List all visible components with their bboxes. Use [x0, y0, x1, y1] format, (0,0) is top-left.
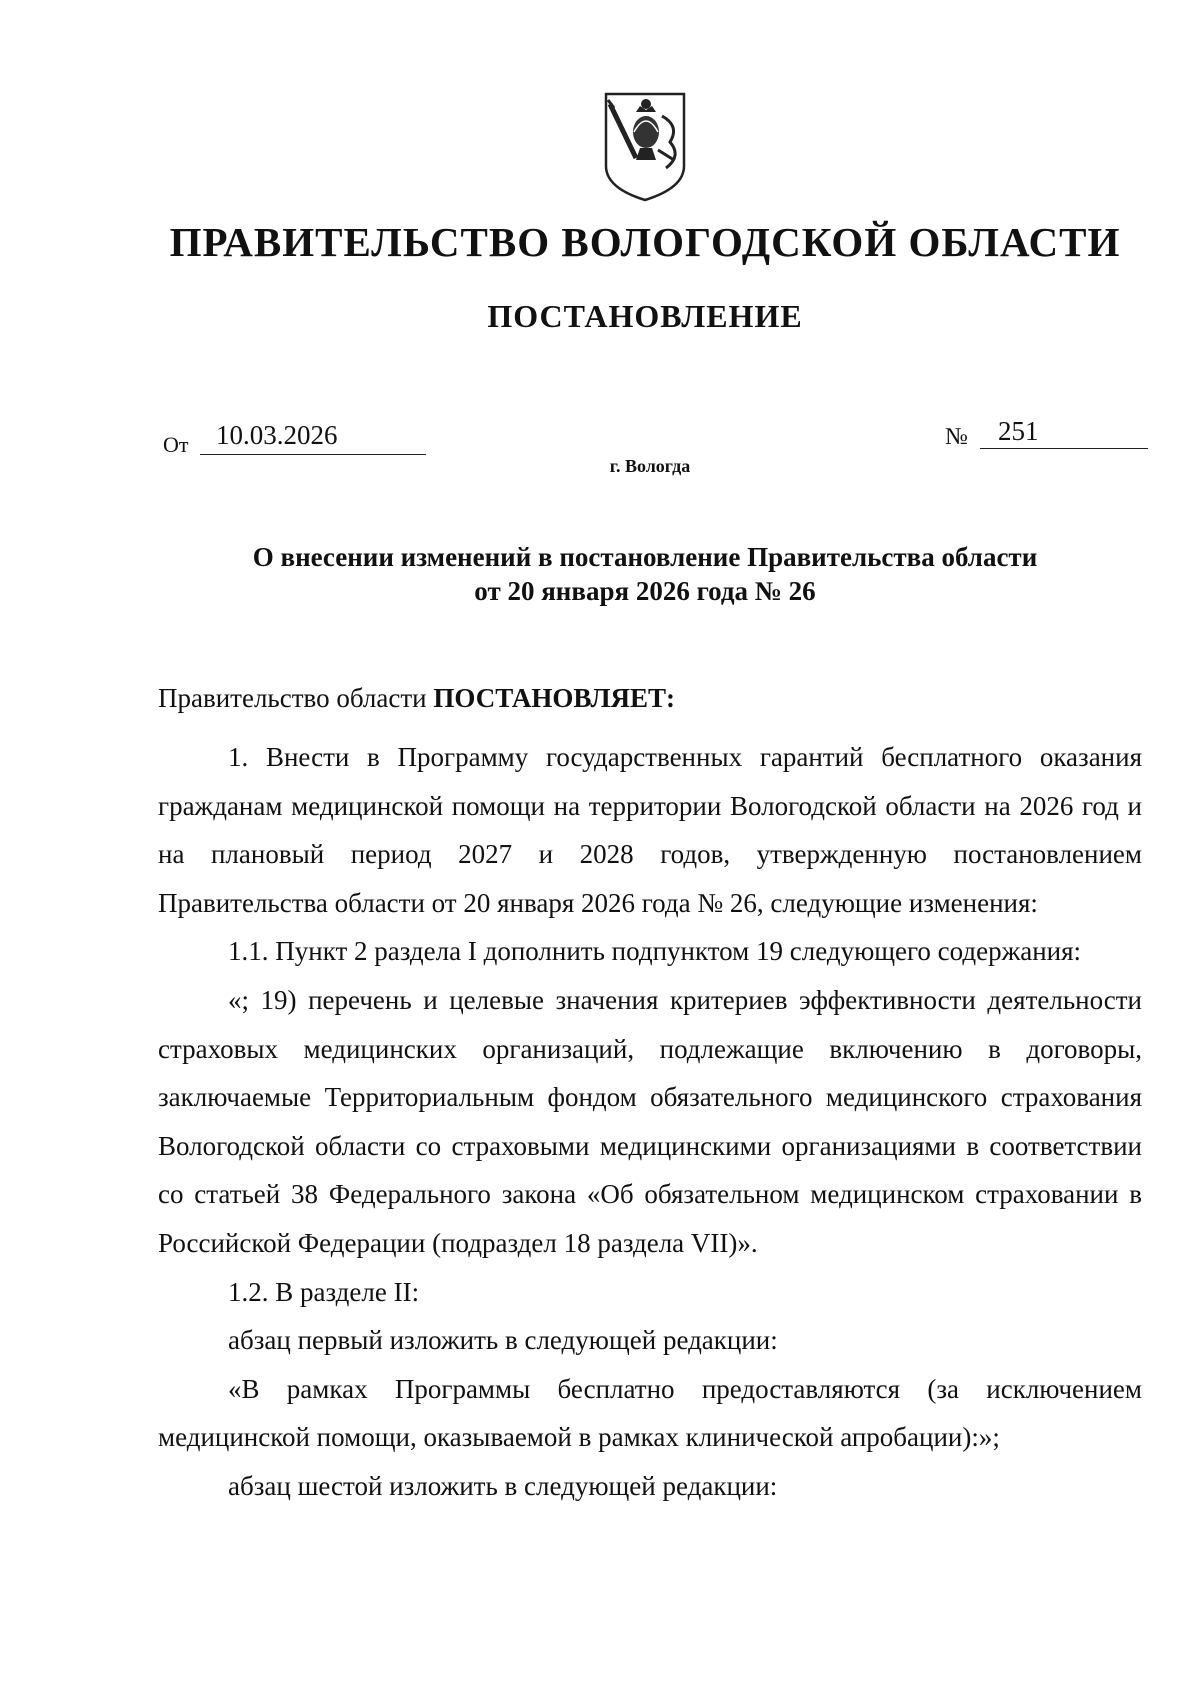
paragraph-1: 1. Внести в Программу государственных гарантий бесплатного оказания гражданам медицинской помощи на территории Вологодской области на 2026 год и на плановый период 2027 и 2028 годов, утвержденную постановлением Правительства области от 20 января 2026 года № 26, следующие изменения: — [158, 742, 1142, 918]
vologda-coat-of-arms-icon — [600, 90, 690, 202]
government-title: ПРАВИТЕЛЬСТВО ВОЛОГОДСКОЙ ОБЛАСТИ — [169, 219, 1121, 265]
subject-line-2: от 20 января 2026 года № 26 — [474, 576, 816, 606]
paragraph-amendment-19: «; 19) перечень и целевые значения критериев эффективности деятельности страховых медицинских организаций, подлежащие включению в договоры, заключаемые Территориальным фондом обязательного медицинского страхования Вологодской области со страховыми медицинскими организациями в соответствии со статьей 38 Федерального закона «Об обязательном медицинском страховании в Российской Федерации (подраздел 18 раздела VII)». — [158, 984, 1142, 1258]
paragraph-quote-programme: «В рамках Программы бесплатно предоставляются (за исключением медицинской помощи, оказываемой в рамках клинической апробации):»; — [158, 1373, 1142, 1453]
paragraph-1-2: 1.2. В разделе II: — [228, 1276, 420, 1307]
number-label: № — [945, 424, 968, 450]
subject-line-1: О внесении изменений в постановление Правительства области — [252, 542, 1038, 572]
paragraph-first-abzac: абзац первый изложить в следующей редакции: — [228, 1325, 778, 1356]
document-subject — [150, 540, 1140, 608]
document-date: 10.03.2026 — [200, 420, 426, 455]
preamble-text: Правительство области — [158, 683, 434, 713]
document-body — [158, 733, 1142, 1511]
document-type-title: ПОСТАНОВЛЕНИЕ — [487, 298, 803, 334]
paragraph-1-1: 1.1. Пункт 2 раздела I дополнить подпунктом 19 следующего содержания: — [228, 936, 1082, 967]
preamble-decree-word: ПОСТАНОВЛЯЕТ: — [433, 683, 675, 713]
paragraph-sixth-abzac: абзац шестой изложить в следующей редакции: — [228, 1470, 778, 1501]
city-label: г. Вологда — [609, 456, 691, 476]
document-number: 251 — [980, 416, 1148, 449]
preamble — [158, 683, 675, 714]
date-label: От — [163, 432, 189, 457]
